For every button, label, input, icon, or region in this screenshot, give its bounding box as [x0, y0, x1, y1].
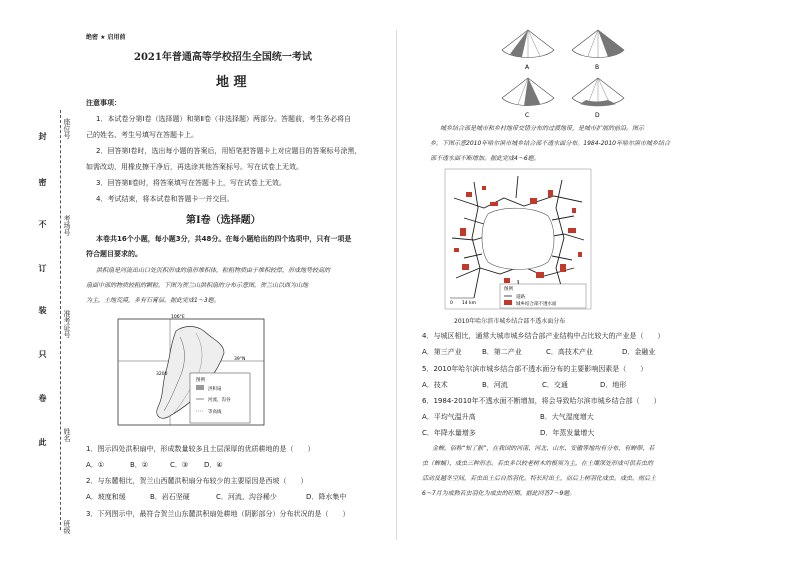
- seal-char: 订: [38, 264, 47, 272]
- q1-option-b: B．②: [130, 461, 149, 469]
- q6-option-d: D．年蒸发量增大: [540, 429, 595, 437]
- fan-label-b: B: [595, 64, 600, 71]
- seal-char: 装: [38, 306, 47, 314]
- passage2-line: 城乡结合部是城市和乡村地带交错分布的过渡地带，是城市扩展的前沿。图示: [440, 125, 645, 132]
- name-label: 姓名: [63, 428, 71, 442]
- q2-option-a: A．坡度和缓: [86, 493, 126, 501]
- passage-line: 洪积扇是河流出山口处沉积形成的扇形堆积体，粒粗物质由于堆积较厚，形成地势较高的: [96, 267, 331, 274]
- elevation-label: 3200: [156, 372, 168, 377]
- legend-contour: 等高线: [208, 410, 222, 415]
- seal-char: 卷: [38, 394, 47, 402]
- q1-option-d: D．④: [204, 461, 223, 469]
- q1-option-c: C．③: [170, 461, 189, 469]
- seal-char: 密: [38, 178, 47, 186]
- fan-diagram-c: [502, 78, 554, 119]
- column-divider: [396, 30, 397, 540]
- question-4: 4．与城区相比，通常大城市城乡结合部产业结构中占比较大的产业是（ ）: [422, 332, 665, 340]
- fan-option-diagrams: [494, 24, 634, 120]
- q6-option-b: B．大气湿度增大: [540, 413, 594, 421]
- q2-option-b: B．岩石坚硬: [150, 493, 190, 501]
- note-line: 己的姓名、考生号填写在答题卡上。: [86, 131, 198, 139]
- legend-alluvial-fan: 洪积扇: [208, 387, 222, 392]
- question-3: 3．下列图示中，最符合贺兰山东麓洪积扇处耕地（阴影部分）分布状况的是（ ）: [86, 510, 350, 518]
- note-line: 2．回答第Ⅰ卷时，选出每小题的答案后，用铅笔把答题卡上对应题目的答案标号涂黑，: [96, 147, 362, 155]
- section-intro: 本卷共16个小题，每小题3分，共48分。在每小题给出的四个选项中，只有一项是: [96, 235, 352, 243]
- admission-number-label: 准考证号: [63, 310, 71, 338]
- passage-line: 扇面中部的物质较粗的颗粒。下图为贺兰山洪积扇的分布示意图。贺兰山以西为山地: [86, 282, 309, 289]
- q4-option-b: B．第二产业: [482, 348, 522, 356]
- note-line: 3．回答第Ⅱ卷时，将答案填写在答题卡上，写在试卷上无效。: [96, 179, 286, 187]
- q2-option-d: D．降水集中: [306, 493, 347, 501]
- passage3-line: 活动及越冬空间，若虫出土后自然羽化。特长时出土，而后上树羽化成虫。成虫。雨后土: [422, 475, 657, 482]
- q5-option-d: D．地形: [600, 381, 627, 389]
- q5-option-a: A．技术: [422, 381, 448, 389]
- note-line: 如需改动，用橡皮擦干净后，再选涂其他答案标号。写在试卷上无效。: [86, 163, 303, 171]
- class-label: 班级: [63, 520, 71, 534]
- legend-title: 图例: [196, 378, 205, 383]
- q5-option-c: C．交通: [542, 381, 568, 389]
- map2-legend-title: 图例: [504, 287, 513, 292]
- secret-mark: 绝密 ★ 启用前: [86, 34, 126, 41]
- notes-title: 注意事项：: [86, 99, 121, 107]
- passage-line: 为主，土地荒漠，多有石膏层。据此完成1～3题。: [86, 297, 220, 304]
- question-6: 6．1984-2010年不透水面不断增加，将会导致哈尔滨市城乡结合部（ ）: [422, 397, 661, 405]
- seal-char: 封: [38, 132, 47, 140]
- passage3-line: 虫（蝉蛹）、成虫三种形态。若虫多以较老树木的根须为主，在土壤深处形成可供若虫的: [422, 460, 654, 467]
- legend-river: 河流、沟谷: [208, 398, 231, 403]
- passage2-line: 部不透水面不断增加。据此完成4～6题。: [430, 155, 540, 162]
- question-5: 5．2010年哈尔滨市城乡结合部不透水面分布的主要影响因素是（ ）: [422, 365, 648, 373]
- subject-title: 地 理: [216, 75, 247, 90]
- map2-scale: 0 14 km: [450, 301, 477, 306]
- fan-diagram-b: [572, 30, 624, 71]
- fan-label-a: A: [525, 64, 530, 71]
- q4-option-d: D．金融业: [622, 348, 656, 356]
- harbin-impervious-surface-map: [444, 168, 592, 316]
- q4-option-a: A．第三产业: [422, 348, 462, 356]
- passage3-line: 金蝉，俗称“知了猴”，在我国的河南、河北、山东、安徽等地均有分布，有蝉卵、若: [432, 445, 655, 452]
- exam-room-label: 考场号: [63, 215, 71, 236]
- section-title: 第Ⅰ卷（选择题）: [186, 215, 261, 226]
- fan-diagram-d: [572, 78, 624, 119]
- q6-option-a: A．平均气温升高: [422, 413, 476, 421]
- question-2: 2．与东麓相比，贺兰山西麓洪积扇分布较少的主要原因是西坡（ ）: [86, 477, 308, 485]
- seal-char: 不: [38, 220, 47, 228]
- passage3-line: 6～7月为成熟若虫羽化为成虫的旺期。据此回答7～9题。: [422, 490, 576, 497]
- question-1: 1．图示四处洪积扇中，形成数量较多且土层深厚的优质耕地的是（ ）: [86, 445, 315, 453]
- passage2-line: 乡。下图示意2010年哈尔滨市城乡结合部不透水面分布。1984-2010年哈尔滨市城乡结合: [430, 140, 670, 147]
- binding-line: [60, 110, 61, 530]
- q1-option-a: A．①: [86, 461, 105, 469]
- note-line: 4．考试结束，将本试卷和答题卡一并交回。: [96, 195, 234, 203]
- fan-diagram-a: [502, 30, 554, 71]
- map2-legend-road: 道路: [516, 295, 525, 300]
- helan-mountain-map: [116, 313, 268, 429]
- q4-option-c: C．高技术产业: [546, 348, 593, 356]
- fan-label-d: D: [595, 112, 600, 119]
- longitude-label: 106°E: [171, 315, 185, 320]
- exam-title: 2021年普通高等学校招生全国统一考试: [134, 52, 312, 63]
- q5-option-b: B．河流: [482, 381, 508, 389]
- note-line: 1．本试卷分第Ⅰ卷（选择题）和第Ⅱ卷（非选择题）两部分。答题前，考生务必将自: [96, 115, 351, 123]
- fan-label-c: C: [525, 112, 530, 119]
- seal-char: 此: [38, 438, 47, 446]
- map2-caption: 2010年哈尔滨市城乡结合部不透水面分布: [454, 318, 566, 325]
- seat-number-label: 座位号: [63, 118, 71, 139]
- q6-option-c: C．年降水量增多: [422, 429, 476, 437]
- section-intro: 符合题目要求的。: [86, 250, 142, 258]
- seal-char: 只: [38, 350, 47, 358]
- latitude-label: 39°N: [234, 357, 246, 362]
- q2-option-c: C．河流、沟谷稀少: [216, 493, 277, 501]
- map2-legend-impervious: 城乡结合部不透水面: [516, 302, 557, 307]
